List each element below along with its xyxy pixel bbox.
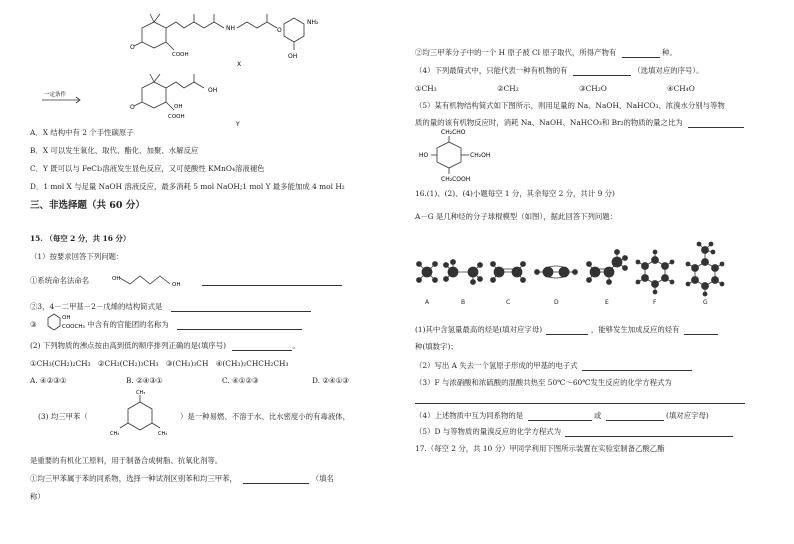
r-line1 (415, 48, 677, 58)
model-f (636, 250, 674, 294)
answer-blank[interactable] (171, 303, 311, 312)
q15-3-q1-tail: （填名 (311, 474, 334, 483)
model-label-d: D (554, 299, 559, 306)
q17-heading: 17.（每空 2 分，共 10 分）甲同学利用下图所示装置在实验室制备乙酸乙酯 (415, 444, 665, 453)
svg-text:OH: OH (208, 87, 218, 94)
svg-text:一定条件: 一定条件 (44, 92, 67, 98)
ball-stick-models (413, 232, 733, 310)
q16-1b-text: ，能够发生加成反应的烃有 (590, 325, 680, 334)
chain-structure (112, 272, 192, 288)
svg-text:CH₂COOH: CH₂COOH (441, 176, 471, 183)
r-q4-choice-1: ①CH₃ (415, 84, 437, 93)
answer-blank[interactable] (606, 412, 664, 421)
answer-blank[interactable] (528, 412, 592, 421)
q15-heading: 15. （每空 2 分，共 16 分） (30, 234, 131, 243)
svg-text:OH: OH (174, 104, 183, 110)
q15-3-pre: (3) 均三甲苯（ (38, 412, 88, 421)
q15-part2-text: (2) 下列物质的沸点按由高到低的顺序排列正确的是(填序号) (30, 341, 226, 350)
q16-2-text: （2）写出 A 失去一个氢原子形成的甲基的电子式 (415, 361, 578, 370)
model-label-c: C (506, 299, 511, 306)
q15-3-q1-text: ①均三甲苯属于苯的同系物，选择一种试剂区别苯和均三甲苯， (30, 474, 237, 483)
q16-heading: 16.(1)、(2)、(4)小题每空 1 分，其余每空 2 分，共计 9 分) (415, 189, 615, 198)
svg-text:OH: OH (288, 53, 298, 60)
q16-2 (415, 361, 692, 371)
svg-text:O: O (130, 44, 135, 51)
svg-text:COOCH₃: COOCH₃ (62, 324, 85, 330)
answer-blank[interactable] (565, 428, 733, 437)
q15-3-q1 (30, 474, 334, 484)
answer-blank[interactable] (684, 326, 718, 335)
q16-5 (415, 427, 733, 437)
q16-1-text: (1)其中含氢量最高的烃是(填对应字母) (415, 325, 543, 334)
q16-3: （3）F 与浓硝酸和浓硫酸的混酸共热至 50℃～60℃发生反应的化学方程式为 (415, 378, 672, 387)
svg-text:OH: OH (172, 282, 181, 288)
model-a (417, 262, 438, 283)
q15-2-choice-c: C. ④①②③ (222, 376, 259, 385)
answer-blank[interactable] (546, 326, 588, 335)
svg-text:X: X (237, 61, 242, 68)
r-q4-choice-2: ②CH₂ (497, 84, 519, 93)
q16-1 (415, 325, 718, 335)
answer-blank[interactable] (622, 49, 660, 58)
svg-text:NH: NH (226, 25, 235, 32)
option-d: D．1 mol X 与足量 NaOH 溶液反应，最多消耗 5 mol NaOH;1 mol Y 最多能加成 4 mol H₂ (30, 182, 345, 191)
q16-3-answer (415, 394, 745, 404)
q15-1c-pre: ③ (30, 320, 37, 329)
option-c: C．Y 既可以与 FeCl₃溶液发生显色反应，又可使酸性 KMnO₄溶液褪色 (30, 164, 265, 173)
model-g (686, 242, 724, 296)
option-b: B．X 可以发生氧化、取代、酯化、加聚、水解反应 (30, 146, 199, 155)
model-label-e: E (605, 299, 609, 306)
r-q5-line2-text: 质的量的该有机物反应时，消耗 Na、NaOH、NaHCO₃和 Br₂的物质的量之比为 (415, 118, 683, 127)
q15-1c-text: 中含有的官能团的名称为 (87, 320, 169, 329)
q16-intro: A－G 是几种烃的分子球棍模型（如图），据此回答下列问题： (415, 212, 618, 221)
section-3-heading: 三、非选择题（共 60 分） (30, 200, 145, 211)
q16-4-text: （4）上述物质中互为同系物的是 (415, 411, 524, 420)
svg-text:COOH: COOH (168, 114, 185, 120)
q16-5-text: （5）D 与等物质的量溴反应的化学方程式为 (415, 427, 562, 436)
q15-2-choice-a: A. ④②③① (30, 376, 67, 385)
structure-y-diagram (44, 70, 332, 128)
r-line1-tail: 种。 (661, 48, 677, 57)
r-q4-tail: （选填对应的序号）。 (633, 66, 704, 75)
benzene-ester-structure (44, 310, 90, 334)
answer-blank[interactable] (415, 395, 745, 404)
q15-part1: （1）按要求回答下列问题： (30, 252, 124, 261)
organic-structure-diagram (419, 128, 519, 182)
r-q4-choice-4: ④CH₄O (667, 84, 695, 93)
answer-blank[interactable] (573, 67, 631, 76)
q16-1c: 种(填数字)； (415, 342, 458, 351)
q16-4b-text: 或 (593, 411, 602, 420)
svg-text:O: O (130, 104, 135, 111)
svg-text:NH₂: NH₂ (307, 19, 319, 26)
r-line1-text: ②均三甲苯分子中的一个 H 原子被 Cl 原子取代，所得产物有 (415, 48, 617, 57)
q16-4c-text: (填对应字母) (666, 411, 709, 420)
q15-3-post: ）是一种易燃、不溶于水、比水密度小的有毒液体， (180, 412, 350, 421)
q15-2-choice-d: D. ②④①③ (312, 376, 349, 385)
q15-part2: (2) 下列物质的沸点按由高到低的顺序排列正确的是(填序号) 。 (30, 341, 300, 350)
model-b (444, 260, 483, 285)
r-q5-line2 (415, 118, 744, 128)
answer-blank[interactable] (582, 362, 692, 371)
model-c (491, 262, 526, 283)
answer-blank[interactable] (202, 277, 342, 286)
svg-text:CH₃: CH₃ (110, 431, 120, 437)
answer-blank[interactable] (243, 475, 309, 484)
answer-blank[interactable] (688, 119, 744, 128)
svg-text:COOH: COOH (172, 52, 189, 58)
structure-x-diagram (122, 10, 332, 68)
svg-text:CH₂CHO: CH₂CHO (441, 129, 466, 136)
svg-text:OH: OH (62, 315, 71, 321)
model-d (535, 266, 578, 278)
option-a: A．X 结构中有 2 个手性碳原子 (30, 128, 134, 137)
q15-1a-text: ①系统命名法命名 (30, 276, 90, 285)
q15-1b-text: ②3，4－二甲基－2－戊烯的结构简式是 (30, 302, 163, 311)
r-q5-line1: （5）某有机物结构简式如下图所示，则用足量的 Na、NaOH、NaHCO₃、浓溴水分别与等物 (415, 101, 725, 110)
answer-blank[interactable] (232, 342, 292, 351)
model-e (587, 250, 628, 285)
q15-3-q1-end: 称） (30, 492, 45, 501)
model-label-a: A (425, 299, 430, 306)
answer-blank[interactable] (177, 321, 302, 330)
svg-text:HO: HO (419, 152, 429, 159)
model-label-f: F (653, 299, 657, 306)
r-q4 (415, 66, 703, 76)
r-q4-text: （4）下列最简式中，只能代表一种有机物的有 (415, 66, 568, 75)
svg-text:Y: Y (236, 121, 240, 128)
r-q4-choice-3: ③CH₂O (579, 84, 607, 93)
svg-text:CH₃: CH₃ (136, 390, 146, 396)
svg-text:O: O (277, 27, 282, 34)
model-label-b: B (461, 299, 466, 306)
svg-text:OH: OH (112, 276, 121, 282)
mesitylene-structure (110, 390, 170, 440)
q15-2-items: ①CH₃(CH₂)₂CH₃ ②CH₃(CH₂)₃CH₃ ③(CH₃)₃CH ④(CH₃)₂CHCH₂CH₃ (30, 359, 289, 368)
q15-2-choice-b: B. ②④③① (126, 376, 163, 385)
svg-text:CH₂OH: CH₂OH (470, 152, 491, 159)
model-label-g: G (703, 299, 708, 306)
q15-3-line2: 是重要的有机化工原料，用于制备合成树脂、抗氧化剂等。 (30, 456, 223, 465)
q16-4 (415, 411, 709, 421)
svg-text:CH₃: CH₃ (158, 431, 168, 437)
